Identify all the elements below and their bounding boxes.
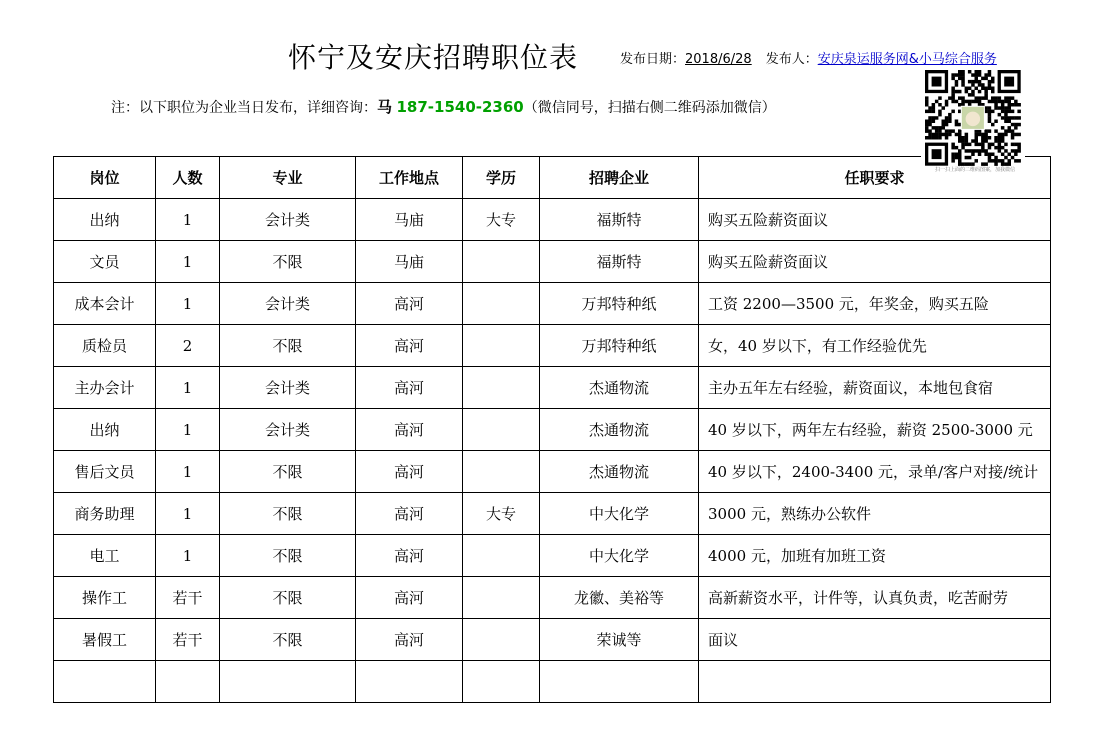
cell-company: 龙徽、美裕等 — [540, 577, 699, 619]
cell-count: 1 — [156, 241, 220, 283]
publisher-label: 发布人： — [765, 52, 818, 67]
cell-major: 会计类 — [220, 367, 356, 409]
contact-phone: 187-1540-2360 — [396, 98, 524, 116]
cell-education — [463, 661, 540, 703]
contact-name: 马 — [377, 98, 393, 116]
cell-education — [463, 535, 540, 577]
cell-location: 高河 — [356, 283, 463, 325]
table-row — [54, 367, 1051, 409]
cell-company: 福斯特 — [540, 199, 699, 241]
cell-requirements: 3000 元，熟练办公软件 — [699, 493, 1051, 535]
table-row — [54, 409, 1051, 451]
contact-note — [111, 96, 776, 117]
cell-requirements — [699, 661, 1051, 703]
cell-location: 马庙 — [356, 199, 463, 241]
cell-count: 1 — [156, 535, 220, 577]
cell-location: 高河 — [356, 619, 463, 661]
header-requirements: 任职要求 — [699, 157, 1051, 199]
cell-position — [54, 661, 156, 703]
cell-count: 若干 — [156, 577, 220, 619]
cell-major: 不限 — [220, 451, 356, 493]
cell-count: 1 — [156, 409, 220, 451]
cell-requirements: 40 岁以下，2400-3400 元，录单/客户对接/统计 — [699, 451, 1051, 493]
header-company: 招聘企业 — [540, 157, 699, 199]
cell-education: 大专 — [463, 493, 540, 535]
cell-company: 福斯特 — [540, 241, 699, 283]
cell-position: 售后文员 — [54, 451, 156, 493]
note-suffix: （微信同号，扫描右侧二维码添加微信） — [523, 100, 776, 116]
cell-major: 不限 — [220, 535, 356, 577]
publisher-link[interactable]: 安庆泉运服务网&小马综合服务 — [817, 52, 997, 67]
table-row — [54, 241, 1051, 283]
cell-education — [463, 325, 540, 367]
cell-count: 若干 — [156, 619, 220, 661]
cell-position: 暑假工 — [54, 619, 156, 661]
wechat-qr-code-icon — [921, 70, 1025, 176]
cell-requirements: 购买五险薪资面议 — [699, 241, 1051, 283]
cell-position: 商务助理 — [54, 493, 156, 535]
header-education: 学历 — [463, 157, 540, 199]
cell-requirements: 4000 元，加班有加班工资 — [699, 535, 1051, 577]
cell-position: 文员 — [54, 241, 156, 283]
cell-education — [463, 241, 540, 283]
table-row — [54, 325, 1051, 367]
cell-requirements: 女，40 岁以下，有工作经验优先 — [699, 325, 1051, 367]
publish-date-label: 发布日期： — [620, 52, 686, 67]
cell-company: 中大化学 — [540, 493, 699, 535]
cell-location: 高河 — [356, 535, 463, 577]
cell-count: 1 — [156, 451, 220, 493]
publish-date-value: 2018/6/28 — [685, 52, 752, 67]
cell-major: 不限 — [220, 619, 356, 661]
cell-location — [356, 661, 463, 703]
cell-count: 1 — [156, 199, 220, 241]
cell-major — [220, 661, 356, 703]
cell-requirements: 高新薪资水平，计件等，认真负责，吃苦耐劳 — [699, 577, 1051, 619]
table-header-row — [54, 157, 1051, 199]
cell-education: 大专 — [463, 199, 540, 241]
cell-location: 高河 — [356, 325, 463, 367]
cell-location: 高河 — [356, 493, 463, 535]
table-row — [54, 283, 1051, 325]
cell-company: 杰通物流 — [540, 451, 699, 493]
cell-education — [463, 367, 540, 409]
table-row — [54, 577, 1051, 619]
cell-position: 成本会计 — [54, 283, 156, 325]
cell-education — [463, 409, 540, 451]
cell-company: 中大化学 — [540, 535, 699, 577]
cell-requirements: 面议 — [699, 619, 1051, 661]
cell-count — [156, 661, 220, 703]
cell-count: 1 — [156, 367, 220, 409]
cell-requirements: 工资 2200—3500 元，年奖金，购买五险 — [699, 283, 1051, 325]
cell-major: 不限 — [220, 241, 356, 283]
cell-education — [463, 619, 540, 661]
cell-count: 1 — [156, 493, 220, 535]
cell-education — [463, 451, 540, 493]
cell-education — [463, 283, 540, 325]
cell-location: 高河 — [356, 367, 463, 409]
header-location: 工作地点 — [356, 157, 463, 199]
cell-company: 杰通物流 — [540, 409, 699, 451]
cell-major: 不限 — [220, 325, 356, 367]
cell-location: 马庙 — [356, 241, 463, 283]
cell-count: 2 — [156, 325, 220, 367]
header-position: 岗位 — [54, 157, 156, 199]
cell-position: 操作工 — [54, 577, 156, 619]
cell-position: 质检员 — [54, 325, 156, 367]
publish-info — [620, 48, 997, 67]
header-count: 人数 — [156, 157, 220, 199]
cell-major: 不限 — [220, 577, 356, 619]
table-row — [54, 451, 1051, 493]
cell-company: 荣诚等 — [540, 619, 699, 661]
cell-company: 杰通物流 — [540, 367, 699, 409]
cell-location: 高河 — [356, 577, 463, 619]
cell-major: 会计类 — [220, 283, 356, 325]
cell-count: 1 — [156, 283, 220, 325]
cell-requirements: 购买五险薪资面议 — [699, 199, 1051, 241]
cell-position: 出纳 — [54, 199, 156, 241]
table-row — [54, 661, 1051, 703]
note-prefix: 注：以下职位为企业当日发布，详细咨询： — [111, 100, 377, 116]
cell-position: 电工 — [54, 535, 156, 577]
table-row — [54, 535, 1051, 577]
cell-position: 主办会计 — [54, 367, 156, 409]
cell-position: 出纳 — [54, 409, 156, 451]
table-row — [54, 199, 1051, 241]
cell-major: 会计类 — [220, 199, 356, 241]
cell-education — [463, 577, 540, 619]
page-title: 怀宁及安庆招聘职位表 — [288, 41, 579, 74]
cell-major: 不限 — [220, 493, 356, 535]
cell-requirements: 主办五年左右经验，薪资面议，本地包食宿 — [699, 367, 1051, 409]
cell-company: 万邦特种纸 — [540, 325, 699, 367]
qr-caption: 扫一扫上面的二维码图案，加我微信 — [934, 167, 1015, 173]
cell-company — [540, 661, 699, 703]
table-row — [54, 619, 1051, 661]
cell-major: 会计类 — [220, 409, 356, 451]
cell-requirements: 40 岁以下，两年左右经验，薪资 2500-3000 元 — [699, 409, 1051, 451]
cell-location: 高河 — [356, 451, 463, 493]
header-major: 专业 — [220, 157, 356, 199]
table-row — [54, 493, 1051, 535]
cell-company: 万邦特种纸 — [540, 283, 699, 325]
cell-location: 高河 — [356, 409, 463, 451]
job-table — [53, 156, 1051, 703]
